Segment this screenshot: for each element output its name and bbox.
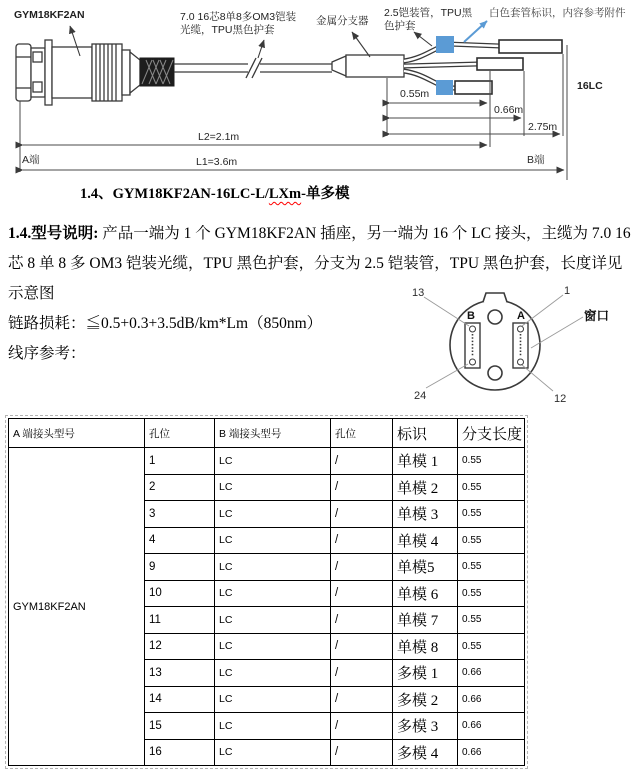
pin-1-label: 1 — [564, 285, 571, 297]
cell-hole: 13 — [145, 660, 215, 687]
wiring-table — [8, 418, 525, 766]
cell-b_type: LC — [215, 660, 331, 687]
braid-section — [140, 58, 174, 86]
cell-b_type: LC — [215, 501, 331, 528]
cable-label-line1: 7.0 16芯8单8多OM3铠装 — [180, 11, 297, 23]
cell-b_type: LC — [215, 554, 331, 581]
cable-assembly-diagram — [0, 0, 636, 186]
cell-mark: 单模 1 — [393, 448, 458, 475]
lc-group-label: 16LC — [577, 80, 603, 92]
main-cable — [174, 58, 332, 78]
section-heading — [80, 184, 349, 204]
cell-hole: 3 — [145, 501, 215, 528]
connector-label: GYM18KF2AN — [14, 9, 85, 21]
branch-leader — [414, 32, 432, 46]
branch-label-line1: 2.5铠装管，TPU黑 — [384, 7, 473, 19]
cell-length: 0.55 — [458, 607, 525, 634]
cell-mark: 多模 4 — [393, 739, 458, 766]
cell-b_type: LC — [215, 607, 331, 634]
cell-hole: 4 — [145, 527, 215, 554]
cell-b_hole: / — [331, 607, 393, 634]
cell-b_hole: / — [331, 739, 393, 766]
cell-mark: 单模 3 — [393, 501, 458, 528]
cell-length: 0.55 — [458, 474, 525, 501]
blue-sleeve-top — [436, 36, 454, 53]
pin-24-label: 24 — [414, 390, 427, 402]
wiring-table-body — [9, 448, 525, 766]
cell-hole: 1 — [145, 448, 215, 475]
table-row — [9, 448, 525, 475]
cell-b_type: LC — [215, 527, 331, 554]
cell-length: 0.55 — [458, 448, 525, 475]
cell-hole: 9 — [145, 554, 215, 581]
cell-mark: 单模5 — [393, 554, 458, 581]
lc-connectors — [455, 40, 562, 94]
cell-b_hole: / — [331, 633, 393, 660]
cell-mark: 单模 2 — [393, 474, 458, 501]
cell-b_hole: / — [331, 501, 393, 528]
splitter-leader — [352, 32, 370, 57]
header-b-type: B 端接头型号 — [215, 419, 331, 448]
cell-hole: 14 — [145, 686, 215, 713]
cell-b_hole: / — [331, 713, 393, 740]
blue-sleeve-bottom — [436, 80, 453, 95]
cell-b_hole: / — [331, 554, 393, 581]
slot-b-label: B — [467, 310, 475, 322]
dim-275: 2.75m — [528, 121, 558, 133]
heading-wavy-part: LXm — [268, 186, 302, 202]
cell-hole: 2 — [145, 474, 215, 501]
end-b: B端 — [527, 154, 545, 166]
cell-b_type: LC — [215, 580, 331, 607]
cell-b_type: LC — [215, 448, 331, 475]
cell-length: 0.55 — [458, 527, 525, 554]
dim-055: 0.55m — [400, 88, 430, 100]
metal-splitter — [332, 55, 404, 77]
connector-pinout-diagram — [408, 281, 636, 413]
cell-length: 0.66 — [458, 686, 525, 713]
cell-b_type: LC — [215, 686, 331, 713]
model-description-body: 产品一端为 1 个 GYM18KF2AN 插座，另一端为 16 个 LC 接头，主缆为 7.0 16 芯 8 单 8 多 OM3 铠装光缆，TPU 黑色护套，分支为 2.5 铠装管，TPU 黑色护套，长度详见示意图 — [8, 225, 631, 302]
pinout-leaders — [424, 295, 583, 391]
cell-mark: 单模 7 — [393, 607, 458, 634]
cell-b_type: LC — [215, 474, 331, 501]
link-loss-line: 链路损耗：≦0.5+0.3+3.5dB/km*Lm（850nm） — [8, 315, 323, 332]
slot-a-label: A — [517, 310, 525, 322]
cell-b_type: LC — [215, 713, 331, 740]
cell-mark: 多模 2 — [393, 686, 458, 713]
dim-l1: L1=3.6m — [196, 156, 238, 168]
cell-b_type: LC — [215, 739, 331, 766]
cell-mark: 单模 6 — [393, 580, 458, 607]
cell-b_hole: / — [331, 448, 393, 475]
cell-mark: 多模 3 — [393, 713, 458, 740]
cell-b_hole: / — [331, 660, 393, 687]
pin-12-label: 12 — [554, 393, 567, 405]
cell-b_type: LC — [215, 633, 331, 660]
table-header-row — [9, 419, 525, 448]
cell-mark: 多模 1 — [393, 660, 458, 687]
cell-hole: 16 — [145, 739, 215, 766]
sleeve-leader-blue — [464, 21, 487, 42]
cell-length: 0.66 — [458, 739, 525, 766]
dim-l2: L2=2.1m — [198, 131, 240, 143]
cell-length: 0.66 — [458, 660, 525, 687]
wiring-ref-line: 线序参考： — [8, 345, 86, 362]
header-mark: 标识 — [393, 419, 458, 448]
window-label: 窗口 — [584, 309, 610, 323]
cell-length: 0.55 — [458, 501, 525, 528]
cell-b_hole: / — [331, 527, 393, 554]
cell-length: 0.55 — [458, 580, 525, 607]
cell-hole: 15 — [145, 713, 215, 740]
cell-hole: 10 — [145, 580, 215, 607]
header-length: 分支长度 — [458, 419, 525, 448]
header-b-hole: 孔位 — [331, 419, 393, 448]
cell-mark: 单模 4 — [393, 527, 458, 554]
cable-label-line2: 光缆，TPU黑色护套 — [180, 24, 275, 36]
heading-prefix: 1.4、GYM18KF2AN-16LC-L/ — [80, 186, 269, 202]
wiring-table-container — [8, 418, 525, 766]
end-a: A端 — [22, 154, 40, 166]
header-a-hole: 孔位 — [145, 419, 215, 448]
dim-066: 0.66m — [494, 104, 524, 116]
sleeve-note: 白色套管标识，内容参考附件 — [489, 7, 626, 19]
cable-leader — [258, 40, 264, 58]
cell-b_hole: / — [331, 474, 393, 501]
model-description-label: 1.4.型号说明: — [8, 225, 99, 242]
cell-length: 0.55 — [458, 554, 525, 581]
cell-b_hole: / — [331, 580, 393, 607]
cell-length: 0.66 — [458, 713, 525, 740]
cell-hole: 11 — [145, 607, 215, 634]
header-a-type: A 端接头型号 — [9, 419, 145, 448]
cell-b_hole: / — [331, 686, 393, 713]
cell-hole: 12 — [145, 633, 215, 660]
a-connector-cell: GYM18KF2AN — [9, 448, 145, 766]
splitter-label: 金属分支器 — [316, 15, 369, 27]
pin-13-label: 13 — [412, 287, 425, 299]
branch-label-line2: 色护套 — [384, 20, 416, 32]
heading-suffix: -单多模 — [301, 186, 350, 202]
cell-length: 0.55 — [458, 633, 525, 660]
cell-mark: 单模 8 — [393, 633, 458, 660]
